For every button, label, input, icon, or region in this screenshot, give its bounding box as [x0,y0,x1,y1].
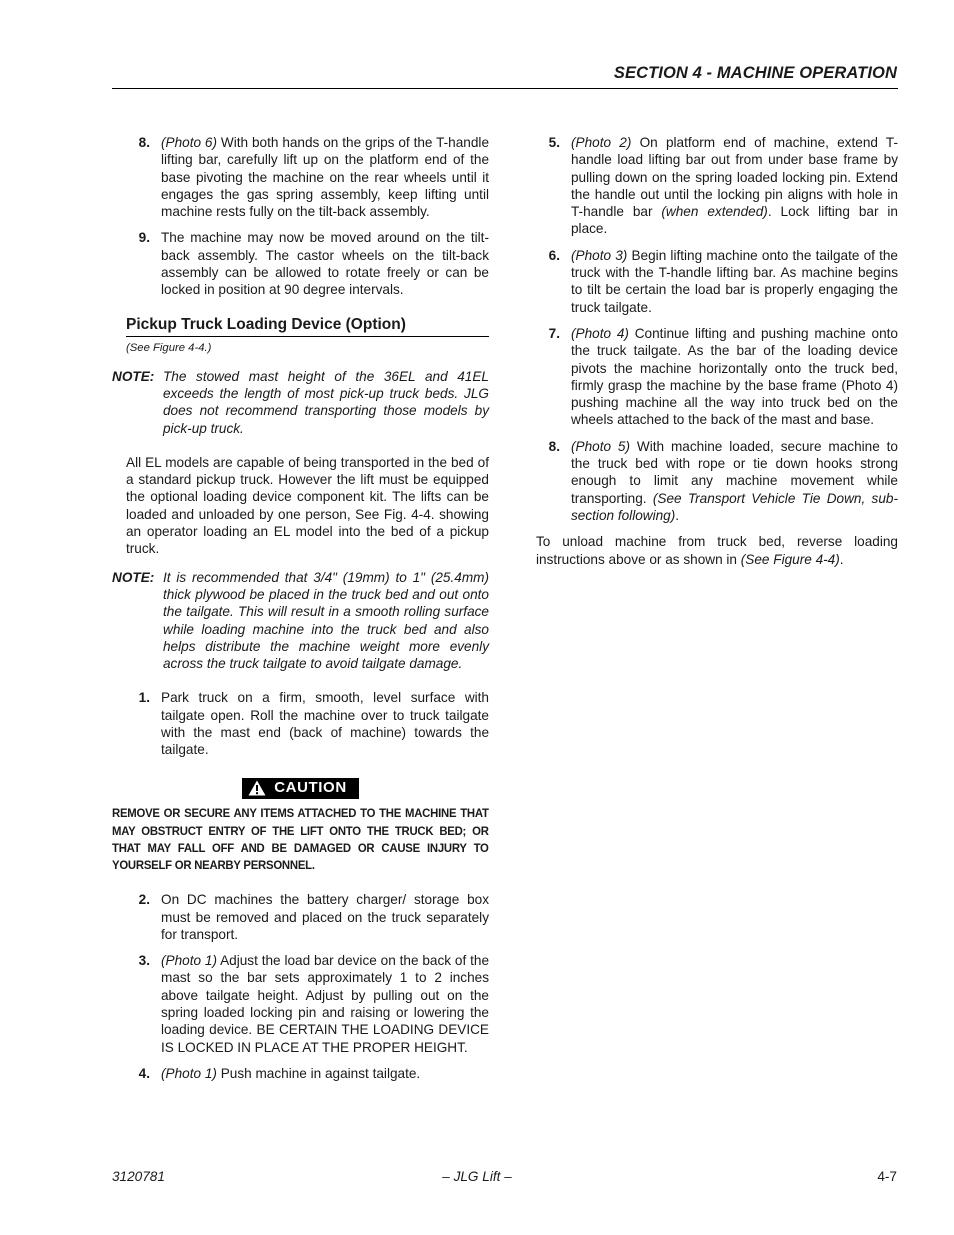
figure-reference: (See Figure 4-4) [740,551,840,567]
step-1 [112,689,489,758]
footer-doc-number: 3120781 [112,1169,165,1184]
step-text [571,134,898,238]
note-text: It is recommended that 3/4" (19mm) to 1" (25.4mm) thick plywood be placed in the truck bed and out onto the tailgate. This will result in a smooth rolling surface while loading machine into the truck bed and also helps distribute the machine weight more evenly across the truck tailgate to avoid tailgate damage. [163,569,489,672]
footer-page-number: 4-7 [877,1169,897,1184]
step-text [161,134,489,220]
body-paragraph: All EL models are capable of being transported in the bed of a standard pickup truck. However the lift must be equipped the optional loading device component kit. The lifts can be loaded and unloaded by one person, See Fig. 4-4. showing an operator loading an EL model into the bed of a pickup truck. [126,454,489,557]
step-text [161,1065,489,1082]
note-text: The stowed mast height of the 36EL and 41EL exceeds the length of most pick-up truck beds. JLG does not recommend transporting those models by pick-up truck. [163,368,489,436]
step-text [161,952,489,1056]
photo-ref: (Photo 1) [161,1065,217,1081]
step-body: Begin lifting machine onto the tailgate of the truck with the T-handle lifting bar. As machine begins to tilt be certain the load bar is properly engaging the truck tailgate. [571,247,898,315]
left-column [112,134,489,1082]
note-plywood [112,569,489,673]
step-body-end: . [675,507,680,523]
step-2 [112,891,489,943]
step-body: With machine loaded, secure machine to the truck bed with rope or tie down hooks strong enough to limit any machine movement while transporting. [571,438,898,506]
step-body: On platform end of machine, extend T-handle load lifting bar out from under base frame by pulling down on the spring loaded locking pin. Extend the handle out until the locking pin aligns with hole in T-handle bar [571,135,898,220]
caution-banner [112,778,489,801]
note-label: NOTE: [112,368,155,384]
caution-label-box [242,778,359,799]
step-4 [112,1065,489,1082]
paragraph-text: To unload machine from truck bed, reverse loading instructions above or as shown in [536,534,898,567]
step-6 [536,247,898,316]
step-emphasis: (when extended) [661,204,768,220]
header-rule [112,88,898,89]
step-9-tilt [112,229,489,298]
step-body: On DC machines the battery charger/ storage box must be removed and placed on the truck separately for transport. [161,892,489,942]
subsection-heading: Pickup Truck Loading Device (Option) [126,315,489,337]
step-text [571,325,898,429]
caution-label: CAUTION [274,779,347,797]
step-number: 3. [138,953,150,969]
footer-center: – JLG Lift – [442,1169,512,1184]
step-8-tilt [112,134,489,220]
unload-paragraph [536,533,898,568]
caution-text: REMOVE OR SECURE ANY ITEMS ATTACHED TO THE MACHINE THAT MAY OBSTRUCT ENTRY OF THE LIFT ONTO THE TRUCK BED; OR THAT MAY FALL OFF AND BE DAMAGED OR CAUSE INJURY TO YOURSELF OR NEARBY PERSONNEL. [112,806,489,873]
warning-triangle-icon [248,780,266,796]
step-text [571,247,898,316]
step-number: 1. [138,690,150,706]
photo-ref: (Photo 4) [571,325,629,341]
note-mast-height [112,368,489,437]
step-number: 9. [138,230,150,246]
photo-ref: (Photo 2) [571,135,632,150]
step-number: 8. [548,438,560,454]
photo-ref: (Photo 1) [161,953,217,969]
step-number: 6. [548,247,560,263]
step-number: 2. [138,892,150,908]
cross-reference: (See Transport Vehicle Tie Down, sub-section following) [571,490,898,523]
step-number: 4. [138,1065,150,1081]
step-7 [536,325,898,429]
step-body: Park truck on a firm, smooth, level surface with tailgate open. Roll the machine over to truck tailgate with the mast end (back of machine) towards the tailgate. [161,690,489,758]
step-number: 8. [138,135,150,150]
photo-ref: (Photo 5) [571,438,631,454]
note-label: NOTE: [112,569,155,585]
section-title: SECTION 4 - MACHINE OPERATION [613,64,897,82]
step-text [571,438,898,524]
step-body: The machine may now be moved around on the tilt-back assembly. The castor wheels on the tilt-back assembly can be allowed to rotate freely or can be locked in position at 90 degree intervals. [161,230,489,298]
photo-ref: (Photo 6) [161,135,218,150]
figure-reference: (See Figure 4-4.) [126,341,212,354]
right-column [536,134,898,568]
step-body-end: . Lock lifting bar in place. [571,204,898,237]
step-number: 5. [548,135,560,150]
photo-ref: (Photo 3) [571,247,628,263]
step-body: Adjust the load bar device on the back of the mast so the bar sets approximately 1 to 2 inches above tailgate height. Adjust by pulling out on the spring loaded locking pin and raising or lowering the loading device. BE CERTAIN THE LOADING DEVICE IS LOCKED IN PLACE AT THE PROPER HEIGHT. [161,953,489,1055]
step-number: 7. [548,325,560,341]
step-body: With both hands on the grips of the T-handle lifting bar, carefully lift up on the platform end of the base pivoting the machine on the rear wheels until it engages the gas spring assembly, keep lifting until machine rests fully on the tilt-back assembly. [161,135,490,220]
paragraph-end: . [839,551,844,567]
step-5 [536,134,898,238]
step-body: Push machine in against tailgate. [216,1065,421,1081]
step-body: Continue lifting and pushing machine onto the truck tailgate. As the bar of the loading device pivots the machine horizontally onto the truck bed, firmly grasp the machine by the base frame (Photo 4) pushing machine all the way into truck bed on the wheels attached to the back of the mast and base. [571,325,898,428]
step-3 [112,952,489,1056]
step-8-secure [536,438,898,524]
